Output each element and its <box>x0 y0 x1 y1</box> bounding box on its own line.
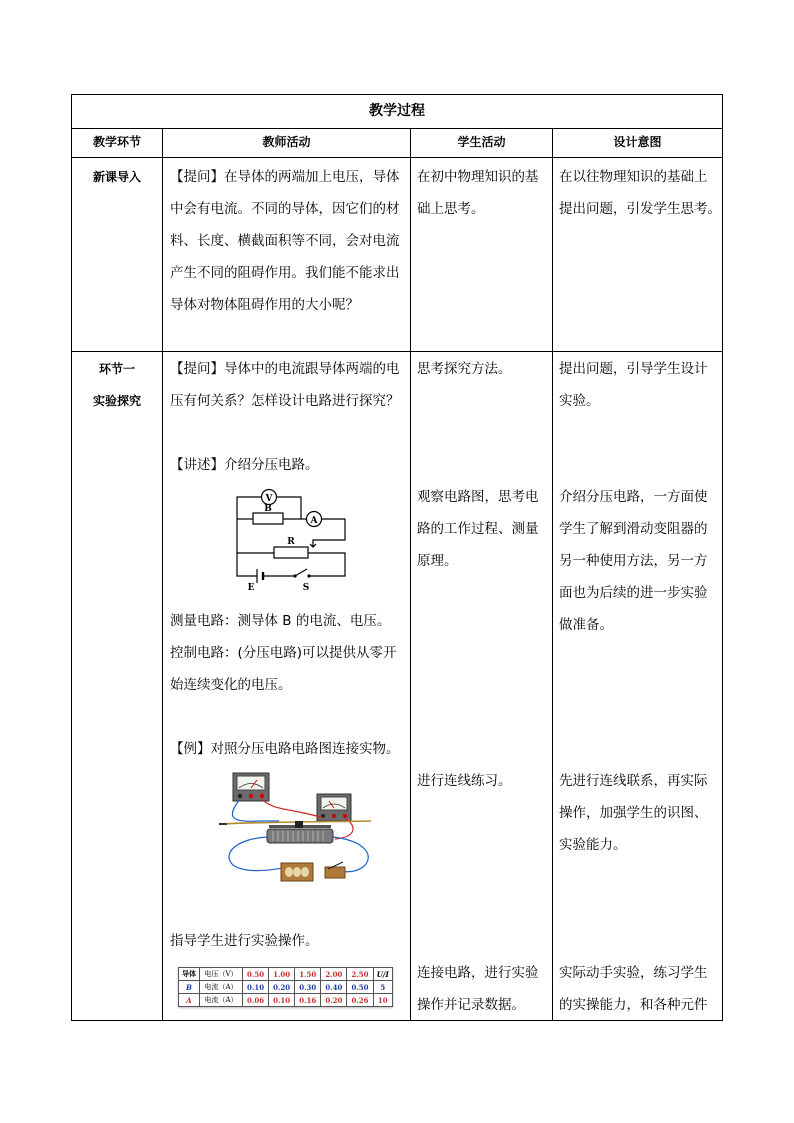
text-line: 实验。 <box>559 393 600 409</box>
stage-line: 实验探究 <box>92 394 141 408</box>
design-intent-circuit <box>559 481 722 641</box>
data-cell: A <box>179 994 200 1007</box>
text-line: 连接电路，进行实验 <box>417 965 539 981</box>
text-line: 学生了解到滑动变阻器的 <box>559 521 708 537</box>
table-title: 教学过程 <box>72 95 722 129</box>
switch-label: S <box>302 583 310 593</box>
column-divider <box>162 128 163 1020</box>
student-activity-method <box>417 353 552 385</box>
column-divider <box>552 128 553 1020</box>
data-cell: 0.20 <box>321 994 347 1007</box>
text-line: 操作并记录数据。 <box>417 997 525 1013</box>
text-line: 础上思考。 <box>417 201 485 217</box>
text-line: 的实操能力，和各种元件 <box>559 997 708 1013</box>
stage-experiment <box>72 353 162 417</box>
text-line: 思考探究方法。 <box>417 361 512 377</box>
data-header-cell: 1.00 <box>269 968 295 981</box>
teacher-guide-block <box>170 925 410 957</box>
data-cell: 电流（A） <box>200 981 243 994</box>
data-header-cell: 1.50 <box>295 968 321 981</box>
student-activity-observe <box>417 481 552 577</box>
ammeter-label: A <box>310 516 318 526</box>
rheostat-label: R <box>287 537 295 547</box>
data-cell: 0.40 <box>321 981 347 994</box>
data-cell: 0.20 <box>269 981 295 994</box>
data-cell: 0.30 <box>295 981 321 994</box>
data-header-cell: 电压（V） <box>200 968 243 981</box>
teacher-explain-block <box>170 605 410 765</box>
text-line: 面也为后续的进一步实验 <box>559 585 708 601</box>
text-line: 中会有电流。不同的导体，因它们的材 <box>170 201 400 217</box>
student-activity-experiment <box>417 957 552 1021</box>
text-line: 控制电路：(分压电路)可以提供从零开 <box>170 645 397 661</box>
text-line: 另一种使用方法，另一方 <box>559 553 708 569</box>
row-divider <box>72 351 722 352</box>
header-design: 设计意图 <box>613 135 662 149</box>
text-line: 【讲述】介绍分压电路。 <box>170 457 319 473</box>
text-line: 实际动手实验，练习学生 <box>559 965 708 981</box>
teaching-process-table <box>71 94 723 1021</box>
data-cell: 0.26 <box>347 994 373 1007</box>
design-intent-experiment <box>559 957 722 1021</box>
design-intent-question <box>559 353 722 417</box>
text-line: 原理。 <box>417 553 458 569</box>
text-line: 实验能力。 <box>559 837 627 853</box>
text-line: 先进行连线联系，再实际 <box>559 773 708 789</box>
data-table <box>178 967 393 1007</box>
text-line: 做准备。 <box>559 617 613 633</box>
text-line: 操作，加强学生的识图、 <box>559 805 708 821</box>
text-line: 料、长度、横截面积等不同，会对电流 <box>170 233 400 249</box>
data-cell: 0.10 <box>243 981 269 994</box>
text-line: 产生不同的阻碍作用。我们能不能求出 <box>170 265 400 281</box>
text-line: 路的工作过程、测量 <box>417 521 539 537</box>
text-line: 在以往物理知识的基础上 <box>559 169 708 185</box>
text-line: 【提问】在导体的两端加上电压，导体 <box>170 169 400 185</box>
data-cell: 10 <box>373 994 392 1007</box>
data-header-cell: 导体 <box>179 968 200 981</box>
teacher-activity-intro <box>170 161 410 321</box>
apparatus-photo <box>217 771 377 886</box>
conductor-b-label: B <box>264 504 272 514</box>
text-line: 提出问题，引导学生设计 <box>559 361 708 377</box>
student-activity-intro <box>417 161 552 225</box>
text-line: 进行连线练习。 <box>417 773 512 789</box>
voltmeter-label: V <box>265 494 273 504</box>
text-line: 【提问】导体中的电流跟导体两端的电 <box>170 361 400 377</box>
stage-line: 环节一 <box>98 362 135 376</box>
text-line: 在初中物理知识的基 <box>417 169 539 185</box>
text-line: 始连续变化的电压。 <box>170 677 292 693</box>
data-table-image <box>178 967 393 1007</box>
text-line: 导体对物体阻碍作用的大小呢？ <box>170 297 359 313</box>
student-activity-wiring <box>417 765 552 797</box>
design-intent-wiring <box>559 765 722 861</box>
data-cell: 电流（A） <box>200 994 243 1007</box>
data-header-cell: 2.50 <box>347 968 373 981</box>
data-cell: 5 <box>373 981 392 994</box>
data-cell: 0.10 <box>269 994 295 1007</box>
text-line: 介绍分压电路，一方面使 <box>559 489 708 505</box>
data-cell: 0.16 <box>295 994 321 1007</box>
text-line: 观察电路图，思考电 <box>417 489 539 505</box>
data-cell: 0.50 <box>347 981 373 994</box>
data-cell: 0.06 <box>243 994 269 1007</box>
data-cell: B <box>179 981 200 994</box>
text-line: 【例】对照分压电路电路图连接实物。 <box>170 741 400 757</box>
text-line: 提出问题，引发学生思考。 <box>559 201 721 217</box>
text-line: 指导学生进行实验操作。 <box>170 933 319 949</box>
data-header-cell: 0.50 <box>243 968 269 981</box>
column-divider <box>410 128 411 1020</box>
header-student: 学生活动 <box>457 135 506 149</box>
header-teacher: 教师活动 <box>262 135 311 149</box>
text-line: 压有何关系？怎样设计电路进行探究？ <box>170 393 400 409</box>
header-stage: 教学环节 <box>92 135 141 149</box>
text-line: 测量电路：测导体 B 的电流、电压。 <box>170 613 391 629</box>
divider-circuit-diagram <box>227 483 357 593</box>
data-header-cell: U/I <box>373 968 392 981</box>
stage-intro: 新课导入 <box>92 170 141 184</box>
row-divider <box>72 157 722 158</box>
battery-label: E <box>247 583 255 593</box>
design-intent-intro <box>559 161 722 225</box>
teacher-question-block <box>170 353 410 481</box>
data-header-cell: 2.00 <box>321 968 347 981</box>
